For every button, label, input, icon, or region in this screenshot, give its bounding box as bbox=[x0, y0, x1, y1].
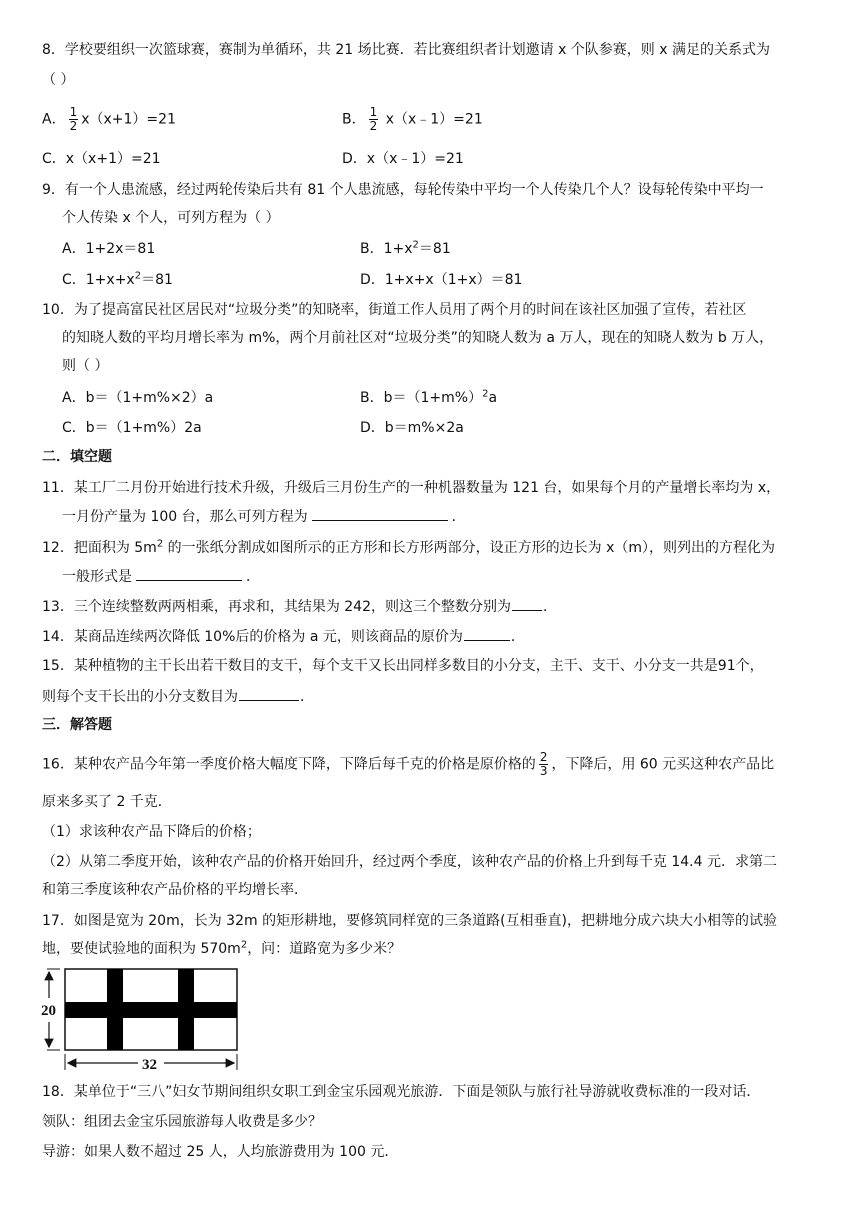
q9-option-d[interactable]: D．1+x+x（1+x）＝81 bbox=[360, 272, 523, 288]
width-label: 20 bbox=[41, 1003, 56, 1019]
answer-blank[interactable] bbox=[464, 626, 510, 641]
q16-sub2-line1: （2）从第二季度开始，该种农产品的价格开始回升，经过两个季度，该种农产品的价格上升到每千克 14.4 元．求第二 bbox=[42, 854, 777, 870]
q11-line1: 11．某工厂二月份开始进行技术升级，升级后三月份生产的一种机器数量为 121 台，如果每个月的产量增长率均为 x， bbox=[42, 480, 781, 496]
q9-option-c[interactable]: C．$1+x+x^2=81$ bbox=[62, 270, 173, 288]
q15-line1: 15．某种植物的主干长出若干数目的支干，每个支干又长出同样多数目的小分支，主干、支干、小分支一共是91个， bbox=[42, 658, 764, 674]
q12-line2: 一般形式是 ． bbox=[62, 566, 260, 587]
q16-line2: 原来多买了 2 千克． bbox=[42, 794, 172, 810]
q9-stem-line2: 个人传染 x 个人，可列方程为（ ） bbox=[62, 210, 280, 226]
q8-option-d[interactable]: D．x（x﹣1）=21 bbox=[342, 151, 464, 167]
q10-option-c[interactable]: C．b＝（1+m%）2a bbox=[62, 420, 202, 436]
q18-line1: 18．某单位于“三八”妇女节期间组织女职工到金宝乐园观光旅游．下面是领队与旅行社导游就收费标准的一段对话． bbox=[42, 1084, 761, 1100]
vertical-road-right bbox=[178, 969, 194, 1050]
q14-line: 14．某商品连续两次降低 10%后的价格为 a 元，则该商品的原价为 ． bbox=[42, 626, 525, 647]
answer-blank[interactable] bbox=[239, 686, 299, 701]
fraction: $\frac{1}{2}$ bbox=[369, 105, 378, 133]
length-label: 32 bbox=[142, 1057, 157, 1072]
q9-stem-line1: 9．有一个人患流感，经过两轮传染后共有 81 个人患流感，每轮传染中平均一个人传染几个人？设每轮传染中平均一 bbox=[42, 182, 764, 198]
q11-line2: 一月份产量为 100 台，那么可列方程为 ． bbox=[62, 506, 466, 527]
q10-stem-line3: 则（ ） bbox=[62, 358, 109, 374]
q15-line2: 则每个支干长出的小分支数目为 ． bbox=[42, 686, 314, 707]
q10-option-b[interactable]: B．$b=(1+m\%)^2a$ bbox=[360, 388, 498, 406]
fraction: $\frac{2}{3}$ bbox=[539, 750, 548, 778]
q10-option-a[interactable]: A．b＝（1+m%×2）a bbox=[62, 390, 214, 406]
answer-blank[interactable] bbox=[136, 566, 242, 581]
q16-sub1: （1）求该种农产品下降后的价格； bbox=[42, 824, 261, 840]
q10-option-d[interactable]: D．b＝m%×2a bbox=[360, 420, 464, 436]
vertical-road-left bbox=[107, 969, 123, 1050]
q8-option-b[interactable]: B． $\frac{1}{2}$ x（x﹣1）=21 bbox=[342, 105, 483, 133]
q17-line2: 地，要使试验地的面积为 $570m^2$，问：道路宽为多少米？ bbox=[42, 939, 402, 957]
section-heading-solve: 三．解答题 bbox=[42, 717, 112, 733]
horizontal-road bbox=[65, 1002, 237, 1018]
q16-sub2-line2: 和第三季度该种农产品价格的平均增长率． bbox=[42, 882, 308, 898]
answer-blank[interactable] bbox=[312, 506, 448, 521]
q17-line1: 17．如图是宽为 20m，长为 32m 的矩形耕地，要修筑同样宽的三条道路(互相垂直)，把耕地分成六块大小相等的试验 bbox=[42, 913, 777, 929]
q8-option-a[interactable]: A． $\frac{1}{2}$ x（x+1）=21 bbox=[42, 105, 176, 133]
q18-line2: 领队：组团去金宝乐园旅游每人收费是多少？ bbox=[42, 1114, 322, 1130]
q9-option-a[interactable]: A．1+2x＝81 bbox=[62, 241, 156, 257]
q18-line3: 导游：如果人数不超过 25 人，人均旅游费用为 100 元． bbox=[42, 1144, 399, 1160]
q8-stem-line1: 8．学校要组织一次篮球赛，赛制为单循环，共 21 场比赛．若比赛组织者计划邀请 x 个队参赛，则 x 满足的关系式为 bbox=[42, 42, 770, 58]
q9-option-b[interactable]: B．$1+x^2=81$ bbox=[360, 239, 451, 257]
section-heading-fill-in: 二．填空题 bbox=[42, 449, 112, 465]
fraction: $\frac{1}{2}$ bbox=[69, 105, 78, 133]
q10-stem-line1: 10．为了提高富民社区居民对“垃圾分类”的知晓率，街道工作人员用了两个月的时间在该社区加强了宣传，若社区 bbox=[42, 302, 747, 318]
answer-blank[interactable] bbox=[512, 596, 542, 611]
q8-stem-line2: （ ） bbox=[42, 72, 75, 88]
q10-stem-line2: 的知晓人数的平均月增长率为 m%，两个月前社区对“垃圾分类”的知晓人数为 a 万人，现在的知晓人数为 b 万人， bbox=[62, 330, 774, 346]
q13-line: 13．三个连续整数两两相乘，再求和，其结果为 242，则这三个整数分别为 ． bbox=[42, 596, 557, 617]
q8-option-c[interactable]: C．x（x+1）=21 bbox=[42, 151, 161, 167]
q12-line1: 12．把面积为 $5m^2$ 的一张纸分割成如图所示的正方形和长方形两部分，设正方形的边长为 x（m），则列出的方程化为 bbox=[42, 538, 776, 556]
q16-line1: 16．某种农产品今年第一季度价格大幅度下降，下降后每千克的价格是原价格的 $\frac{2}{3}$ ，下降后，用 60 元买这种农产品比 bbox=[42, 750, 775, 778]
field-roads-diagram bbox=[40, 966, 250, 1072]
